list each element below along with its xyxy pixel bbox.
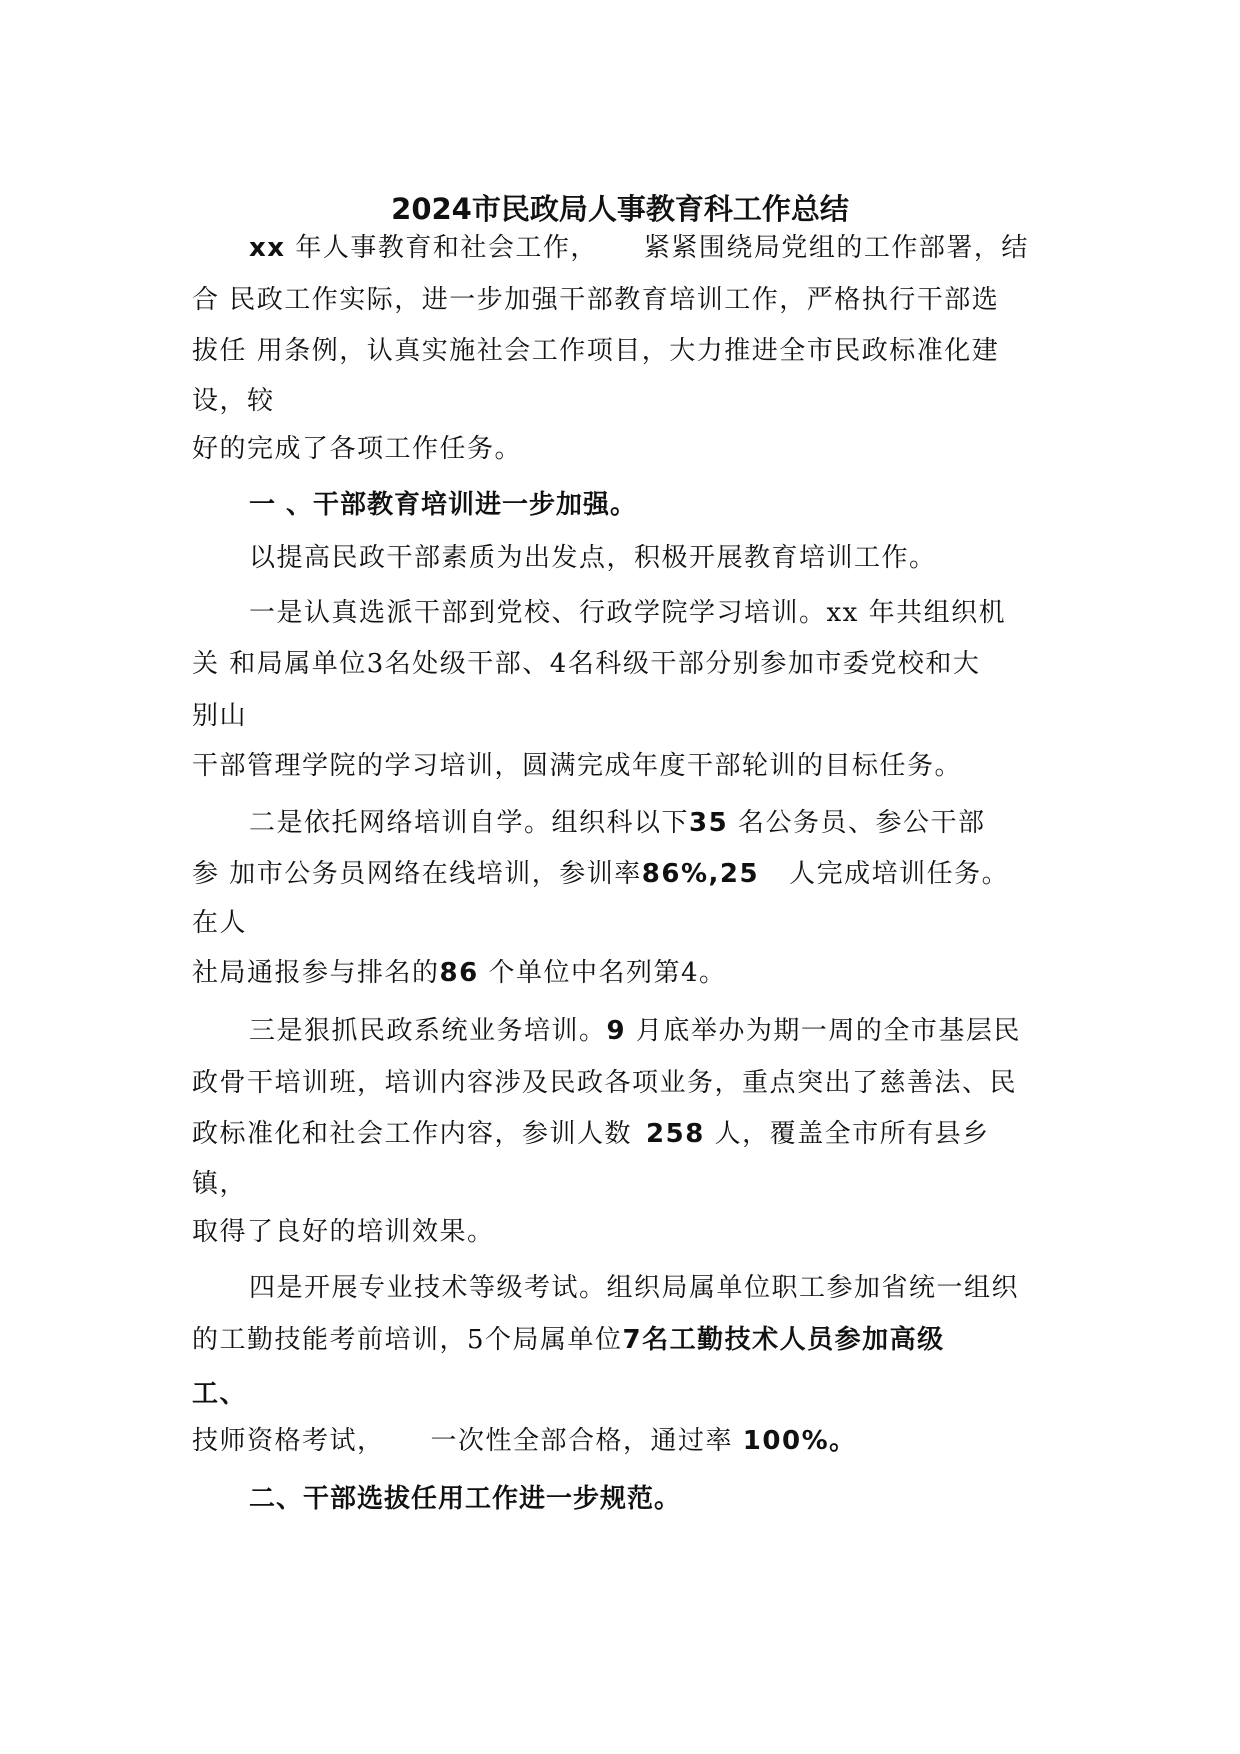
item-4-pass-rate: 100%。 (742, 1426, 857, 1456)
item-2-count-35: 35 (689, 808, 729, 838)
item-3-month: 9 (606, 1016, 627, 1046)
item-2-text-1: 二是依托网络培训自学。组织科以下 (249, 808, 690, 838)
item-2-text-5: 社局通报参与排名的 (192, 958, 440, 988)
item-2-line-2 (192, 856, 1009, 892)
item-3-count-258: 258 (646, 1119, 705, 1149)
intro-text-1: 年人事教育和社会工作， (295, 233, 598, 263)
document-title: 2024市民政局人事教育科工作总结 (391, 192, 849, 226)
intro-line-4: 设，较 (192, 386, 275, 416)
item-1-line-2: 关 和局属单位3名处级干部、4名科级干部分别参加市委党校和大 (192, 649, 981, 679)
item-4-line-4 (192, 1423, 857, 1459)
item-3-line-2: 政骨干培训班，培训内容涉及民政各项业务，重点突出了慈善法、民 (192, 1068, 1018, 1098)
item-2-text-2: 名公务员、参公干部 (737, 808, 986, 838)
item-2-text-6: 个单位中名列第4。 (488, 958, 727, 988)
item-2-text-4: 人完成培训任务。 (789, 859, 1010, 889)
item-3-text-1: 三是狠抓民政系统业务培训。 (249, 1016, 607, 1046)
item-2-line-4 (192, 955, 727, 991)
section-1-lead: 以提高民政干部素质为出发点，积极开展教育培训工作。 (249, 543, 937, 573)
item-1-line-1: 一是认真选派干部到党校、行政学院学习培训。xx 年共组织机 (249, 598, 1007, 628)
item-4-text-1: 的工勤技能考前培训，5个局属单位 (192, 1325, 623, 1355)
item-2-line-3: 在人 (192, 908, 248, 938)
item-3-line-3 (192, 1116, 990, 1152)
item-3-text-2: 月底举办为期一周的全市基层民 (635, 1016, 1021, 1046)
item-3-line-4: 镇， (192, 1169, 248, 1199)
intro-line-3: 拔任 用条例，认真实施社会工作项目，大力推进全市民政标准化建 (192, 336, 1000, 366)
item-4-text-3: 一次性全部合格，通过率 (430, 1426, 734, 1456)
item-1-line-3: 别山 (192, 701, 248, 731)
item-2-line-1 (249, 805, 985, 841)
intro-line-5: 好的完成了各项工作任务。 (192, 434, 523, 464)
item-2-text-3: 参 加市公务员网络在线培训，参训率 (192, 859, 642, 889)
item-2-count-86: 86 (439, 958, 479, 988)
intro-line-1 (249, 230, 1029, 266)
item-4-line-2 (192, 1322, 945, 1358)
section-2-heading: 二、干部选拔任用工作进一步规范。 (249, 1484, 682, 1514)
item-1-line-4: 干部管理学院的学习培训，圆满完成年度干部轮训的目标任务。 (192, 751, 963, 781)
intro-line-2: 合 民政工作实际，进一步加强干部教育培训工作，严格执行干部选 (192, 285, 1000, 315)
item-2-rate: 86%,25 (641, 859, 760, 889)
item-3-text-3: 政标准化和社会工作内容，参训人数 (192, 1119, 633, 1149)
item-4-line-1: 四是开展专业技术等级考试。组织局属单位职工参加省统一组织 (249, 1273, 1020, 1303)
item-3-line-5: 取得了良好的培训效果。 (192, 1217, 495, 1247)
intro-year: xx (249, 233, 286, 263)
item-4-line-3: 工、 (192, 1379, 248, 1409)
item-4-bold-text: 7名工勤技术人员参加高级 (622, 1325, 945, 1355)
intro-text-2: 紧紧围绕局党组的工作部署，结 (643, 233, 1029, 263)
item-4-text-2: 技师资格考试， (192, 1426, 385, 1456)
section-1-heading: 一 、干部教育培训进一步加强。 (249, 490, 638, 520)
item-3-text-4: 人，覆盖全市所有县乡 (714, 1119, 990, 1149)
item-3-line-1 (249, 1013, 1021, 1049)
